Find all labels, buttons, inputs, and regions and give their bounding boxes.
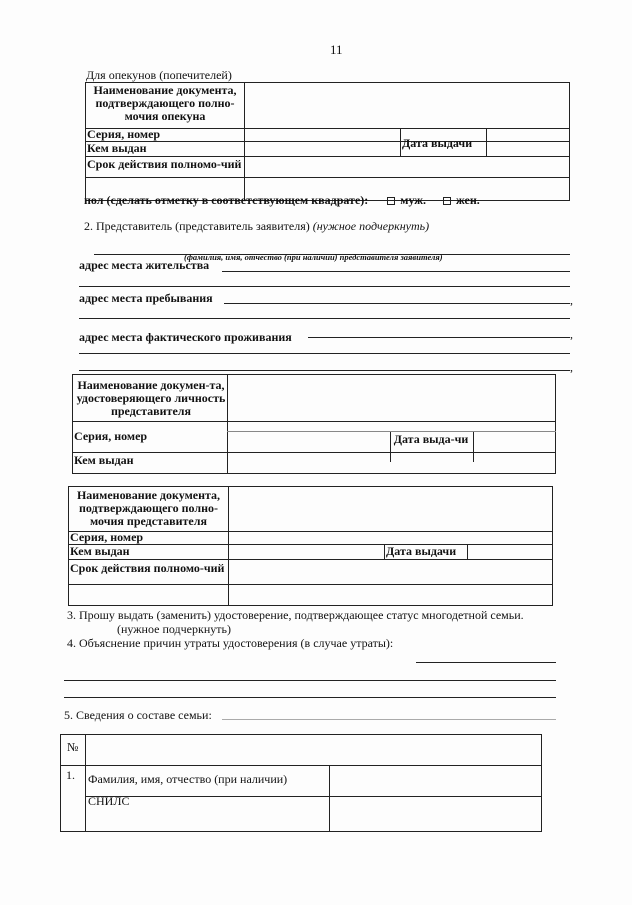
- rep-auth-validity-field[interactable]: [230, 561, 551, 583]
- rep-id-doc-field[interactable]: [229, 376, 554, 420]
- form-page: 11 Для опекунов (попечителей) Наименование документа, подтверждающего полно-мочия опекуна Серия, номер Дата выдачи Кем выдан Срок действия полномо-чий пол (сделать отметку в соответствующем квадрате): муж. жен. 2. Представитель (представитель заявителя) (нужное подчеркнуть) (фамилия, имя, отчество (при наличии) представителя заявителя) адрес места жительства адрес места пребывания , адрес места фактического проживания , , Наименование докумен-та, удостоверяющего личность представителя Серия, номер Дата выда-чи Кем выдан Наименование документа, подтверждающего полно-мочия представителя Серия, номер Дата выдачи Кем выдан Срок действия полномо-чий 3. Прошу выдать (заменить) удостоверение, подтверждающее статус многодетной семьи. (нужное подчеркнуть) 4. Объяснение причин утраты удостоверения (в случае утраты): 5. Сведения о составе семьи: № 1. Фамилия, имя, отчество (при наличии) СНИЛС: [0, 0, 632, 905]
- family-snils-label: СНИЛС: [88, 794, 130, 808]
- rep-series-field[interactable]: [229, 433, 388, 451]
- representative-heading-row: [84, 220, 429, 233]
- actual-residence-line-2[interactable]: [79, 353, 570, 354]
- rep-series-label: Серия, номер: [74, 429, 148, 443]
- guardian-validity-label: Срок действия полномо-чий: [87, 157, 242, 171]
- loss-line-1[interactable]: [416, 662, 556, 663]
- female-label: жен.: [456, 193, 480, 207]
- guardians-heading: Для опекунов (попечителей): [86, 68, 232, 82]
- rep-issue-date-label: Дата выда-чи: [393, 432, 469, 446]
- guardian-doc-name-field[interactable]: [246, 84, 568, 127]
- rep-auth-issue-date-field[interactable]: [469, 545, 551, 558]
- family-fio-field[interactable]: [331, 767, 540, 795]
- female-checkbox[interactable]: [443, 197, 451, 205]
- guardian-series-label: Серия, номер: [87, 127, 161, 141]
- guardian-issue-date-field[interactable]: [488, 129, 568, 155]
- actual-residence-label: адрес места фактического проживания: [79, 330, 292, 344]
- guardian-issue-date-label: Дата выдачи: [402, 136, 473, 150]
- loss-line-2[interactable]: [64, 680, 556, 681]
- stay-line[interactable]: [224, 303, 570, 304]
- stay-label: адрес места пребывания: [79, 291, 213, 305]
- stay-line-2[interactable]: [79, 318, 570, 319]
- actual-residence-line-3[interactable]: [79, 370, 570, 371]
- residence-label: адрес места жительства: [79, 258, 210, 272]
- request-note: (нужное подчеркнуть): [117, 622, 231, 636]
- residence-line[interactable]: [222, 271, 570, 272]
- guardian-series-field[interactable]: [246, 129, 398, 155]
- rep-auth-doc-label: Наименование документа, подтверждающего полно-мочия представителя: [76, 488, 221, 528]
- male-checkbox[interactable]: [387, 197, 395, 205]
- male-label: муж.: [400, 193, 426, 207]
- guardian-validity-field[interactable]: [246, 158, 568, 176]
- residence-line-2[interactable]: [79, 286, 570, 287]
- rep-auth-issue-date-label: Дата выдачи: [386, 544, 457, 558]
- rep-issued-by-field[interactable]: [229, 454, 388, 472]
- representative-underline-note: (нужное подчеркнуть): [312, 219, 430, 233]
- rep-auth-series-label: Серия, номер: [70, 530, 144, 544]
- rep-id-doc-label: Наименование докумен-та, удостоверяющего личность представителя: [76, 378, 226, 418]
- loss-label: 4. Объяснение причин утраты удостоверения (в случае утраты):: [67, 636, 394, 650]
- family-row-number: 1.: [66, 768, 75, 782]
- family-snils-field[interactable]: [331, 798, 540, 831]
- rep-issue-date-field[interactable]: [475, 433, 554, 461]
- guardian-doc-name-label: Наименование документа, подтверждающего полно-мочия опекуна: [93, 83, 237, 123]
- family-heading: 5. Сведения о составе семьи:: [64, 708, 212, 722]
- rep-auth-issued-by-label: Кем выдан: [70, 544, 130, 558]
- family-heading-line: [222, 719, 556, 720]
- representative-fio-caption: (фамилия, имя, отчество (при наличии) представителя заявителя): [184, 252, 443, 262]
- request-line: 3. Прошу выдать (заменить) удостоверение, подтверждающее статус многодетной семьи.: [67, 608, 524, 622]
- family-col-number: №: [67, 740, 79, 754]
- representative-heading: 2. Представитель (представитель заявителя): [84, 219, 310, 233]
- gender-label: пол (сделать отметку в соответствующем квадрате):: [84, 193, 369, 207]
- guardian-issued-by-label: Кем выдан: [87, 141, 147, 155]
- page-number: 11: [330, 42, 343, 57]
- family-fio-label: Фамилия, имя, отчество (при наличии): [88, 772, 288, 786]
- loss-line-3[interactable]: [64, 697, 556, 698]
- rep-issued-by-label: Кем выдан: [74, 453, 134, 467]
- rep-auth-validity-label: Срок действия полномо-чий: [70, 561, 225, 575]
- actual-residence-line[interactable]: [308, 337, 570, 338]
- gender-row: [84, 194, 480, 207]
- rep-auth-doc-field[interactable]: [230, 488, 551, 530]
